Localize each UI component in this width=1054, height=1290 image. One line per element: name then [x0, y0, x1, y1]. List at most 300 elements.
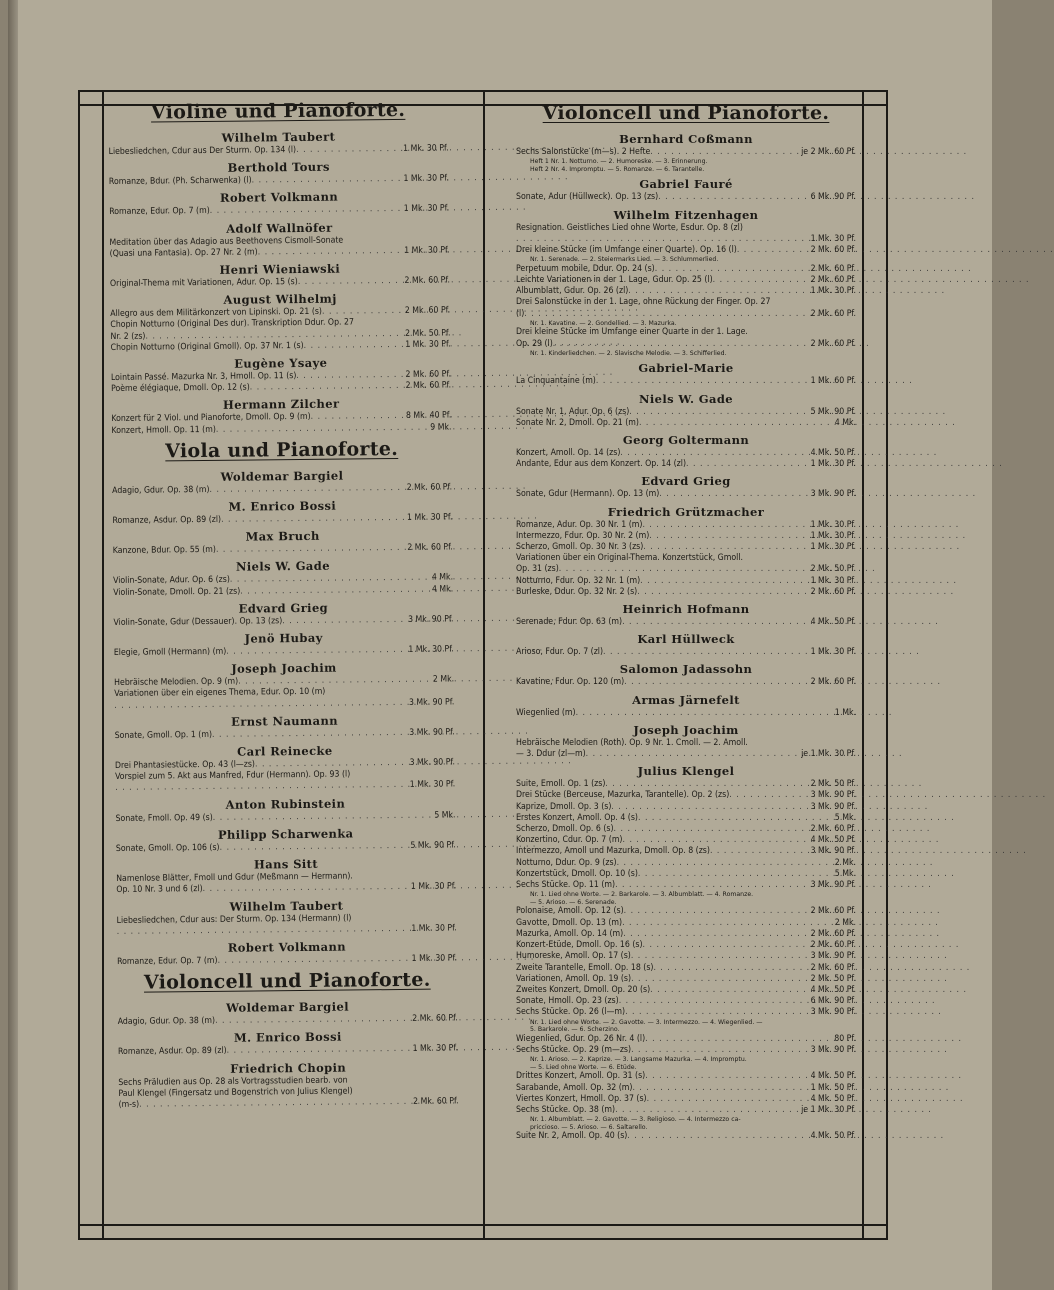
entry-title: Andante, Edur aus dem Konzert. Op. 14 (zl) — [516, 459, 687, 470]
catalog-entry — [516, 553, 856, 564]
entry-price: 1 Mk. 30 Pf. — [810, 233, 856, 244]
composer-name: Joseph Joachim — [231, 660, 337, 677]
entry-price: 4 Mk. 50 Pf. — [810, 984, 856, 995]
entry-title: Violin-Sonate, Adur. Op. 6 (zs) — [113, 575, 230, 587]
entry-title: Resignation. Geistliches Lied ohne Worte, Esdur. Op. 8 (zl) — [516, 222, 743, 233]
dot-leader — [647, 1094, 809, 1105]
entry-title: Lointain Passé. Mazurka Nr. 3, Hmoll. Op. 11 (s) — [110, 371, 297, 384]
contents-note: — 5. Lied ohne Worte. — 6. Etüde. — [530, 1063, 637, 1071]
entry-price: 2 Mk. 60 Pf. — [404, 305, 451, 317]
entry-price: 6 Mk. 90 Pf. — [810, 192, 856, 203]
composer-name: Gabriel-Marie — [638, 361, 734, 376]
dot-leader — [631, 974, 809, 985]
catalog-entry — [516, 790, 856, 801]
entry-price: 2 Mk. — [834, 917, 856, 928]
contents-note: Nr. 1. Albumblatt. — 2. Gavotte. — 3. Religioso. — 4. Intermezzo ca- — [530, 1116, 741, 1124]
entry-title: Meditation über das Adagio aus Beethovens Cismoll-Sonate — [109, 235, 344, 248]
dot-leader — [611, 802, 808, 813]
catalog-entry — [111, 339, 451, 354]
catalog-entry — [516, 929, 856, 940]
catalog-entry — [516, 309, 856, 320]
entry-price: 2 Mk. 60 Pf. — [404, 275, 450, 286]
entry-price: 1 Mk. 30 Pf. — [411, 923, 457, 934]
entry-price: 2 Mk. 60 Pf. — [810, 263, 856, 274]
catalog-entry — [516, 448, 856, 459]
contents-note: priccioso. — 5. Arioso. — 6. Saltarello. — [530, 1123, 648, 1131]
catalog-entry — [516, 802, 856, 813]
catalog-entry — [516, 869, 856, 880]
entry-title: Albumblatt, Gdur. Op. 26 (zl) — [516, 286, 629, 297]
entry-title: Burleske, Ddur. Op. 32 Nr. 2 (s) — [516, 586, 638, 597]
dot-leader — [710, 846, 809, 857]
entry-title: Sechs Präludien aus Op. 28 als Vortragsstudien bearb. von — [118, 1075, 348, 1088]
catalog-entry — [516, 245, 856, 256]
dot-leader — [653, 963, 808, 974]
composer-name: Bernhard Coßmann — [619, 132, 753, 146]
dot-leader — [622, 835, 808, 846]
catalog-entry — [516, 407, 856, 418]
entry-price: 2 Mk. 60 Pf. — [810, 586, 856, 597]
dot-leader — [252, 174, 402, 187]
entry-price: 1 Mk. 30 Pf. — [810, 575, 856, 586]
catalog-entry — [516, 297, 856, 308]
entry-price: 1 Mk. — [834, 707, 856, 718]
dot-leader — [221, 513, 405, 526]
dot-leader — [215, 1014, 410, 1027]
composer-name: Philipp Scharwenka — [217, 826, 354, 842]
composer-name: Karl Hüllweck — [637, 632, 735, 647]
entry-title: Gavotte, Dmoll. Op. 13 (m) — [516, 917, 623, 928]
entry-price: 2 Mk. 60 Pf. — [412, 1013, 458, 1024]
composer-name: Gabriel Fauré — [639, 177, 733, 192]
catalog-entry — [115, 727, 455, 742]
dot-leader — [210, 204, 402, 217]
catalog-entry — [516, 974, 856, 985]
contents-note: Nr. 1. Serenade. — 2. Steiermarks Lied. — 3. Schlummerlied. — [530, 256, 719, 264]
composer-name: M. Enrico Bossi — [233, 1029, 342, 1046]
dot-leader — [713, 275, 809, 286]
entry-title: Romanze, Edur. Op. 7 (m) — [109, 206, 210, 218]
catalog-entry — [516, 906, 856, 917]
entry-price: 1 Mk. 30 Pf. — [404, 245, 450, 256]
dot-leader — [624, 906, 809, 917]
dot-leader — [638, 813, 833, 824]
catalog-entry — [516, 1034, 856, 1045]
entry-price: 3 Mk. 90 Pf. — [810, 790, 856, 801]
dot-leader — [625, 1007, 809, 1018]
catalog-entry — [516, 223, 856, 234]
entry-price: 6 Mk. 90 Pf. — [810, 996, 856, 1007]
entry-title: Drei Phantasiestücke. Op. 43 (l—zs) — [114, 759, 256, 772]
entry-title: Drei Salonstücke in der 1. Lage, ohne Rückung der Finger. Op. 27 — [516, 297, 771, 308]
dot-leader — [553, 339, 809, 350]
dot-leader — [628, 286, 808, 297]
entry-price: 1 Mk. 30 Pf. — [810, 647, 856, 658]
dot-leader — [659, 489, 808, 500]
entry-title: Sonate, Adur (Hüllweck). Op. 13 (zs) — [516, 192, 659, 203]
entry-title: Romanze, Asdur. Op. 89 (zl) — [117, 1046, 227, 1058]
catalog-entry — [116, 840, 456, 855]
dot-leader — [596, 376, 809, 387]
composer-name: Julius Klengel — [637, 764, 735, 779]
catalog-entry — [516, 779, 856, 790]
catalog-entry — [118, 1044, 458, 1059]
entry-title: Konzertstück, Dmoll. Op. 10 (s) — [516, 868, 638, 879]
column-divider — [483, 92, 485, 1238]
entry-price: 4 Mk. 50 Pf. — [810, 835, 856, 846]
entry-price: 2 Mk. 60 Pf. — [810, 928, 856, 939]
entry-title: Konzertino, Cdur. Op. 7 (m) — [516, 835, 623, 846]
entry-price: 4 Mk. — [834, 417, 856, 428]
entry-title: Sechs Stücke. Op. 29 (m—zs) — [516, 1044, 632, 1055]
catalog-entry — [110, 245, 450, 260]
entry-title: Kanzone, Bdur. Op. 55 (m) — [112, 545, 216, 557]
composer-name: Ernst Naumann — [231, 713, 339, 729]
catalog-entry — [516, 996, 856, 1007]
entry-price: 3 Mk. 90 Pf. — [810, 801, 856, 812]
entry-price: 5 Mk. — [834, 812, 856, 823]
catalog-entry — [516, 858, 856, 869]
catalog-entry — [516, 617, 856, 628]
contents-note: Heft 2 Nr. 4. Impromptu. — 5. Romanze. — 6. Tarantelle. — [530, 165, 705, 173]
entry-price: 2 Mk. 60 Pf. — [413, 1096, 459, 1107]
contents-note: Nr. 1. Lied ohne Worte. — 2. Gavotte. — 3. Intermezzo. — 4. Wiegenlied. — — [530, 1018, 763, 1026]
entry-title: Adagio, Gdur. Op. 38 (m) — [112, 484, 210, 496]
section-title: Violine und Pianoforte. — [150, 98, 406, 124]
dot-leader — [220, 841, 409, 854]
entry-price: 1 Mk. 30 Pf. — [411, 953, 458, 964]
entry-title: Namenlose Blätter, Fmoll und Gdur (Meßmann — Hermann). — [116, 871, 353, 885]
entry-price: 3 Mk. 90 Pf. — [810, 880, 856, 891]
dot-leader — [226, 645, 406, 658]
dot-leader — [729, 790, 808, 801]
entry-price: 1 Mk. 30 Pf. — [810, 459, 856, 470]
catalog-entry — [109, 204, 449, 219]
dot-leader — [638, 869, 833, 880]
composer-name: Robert Volkmann — [219, 190, 339, 206]
entry-price: 2 Mk. 60 Pf. — [810, 824, 856, 835]
entry-title: Sarabande, Amoll. Op. 32 (m) — [516, 1082, 633, 1093]
dot-leader — [586, 749, 799, 760]
entry-title: Sechs Salonstücke (m—s). 2 Hefte — [516, 147, 651, 157]
catalog-entry — [516, 1094, 856, 1105]
dot-leader — [632, 1083, 808, 1094]
dot-leader — [645, 1034, 832, 1045]
entry-title: Romanze, Bdur. (Ph. Scharwenka) (l) — [108, 175, 252, 188]
entry-title: Sonate, Fmoll. Op. 49 (s) — [115, 812, 213, 824]
entry-price: 2 Mk. — [834, 857, 856, 868]
dot-leader — [640, 576, 808, 587]
dot-leader — [218, 954, 410, 967]
entry-price: 3 Mk. 90 Pf. — [810, 1007, 856, 1018]
entry-title: Sonate Nr. 2, Dmoll. Op. 21 (m) — [516, 417, 639, 428]
catalog-entry — [516, 749, 856, 760]
catalog-entry — [516, 339, 856, 350]
entry-price: 2 Mk. 60 Pf. — [407, 542, 453, 554]
dot-leader — [238, 675, 431, 688]
catalog-entry — [112, 482, 452, 497]
entry-title: Suite Nr. 2, Amoll. Op. 40 (s) — [516, 1131, 628, 1142]
entry-title: Humoreske, Amoll. Op. 17 (s) — [516, 951, 631, 962]
composer-name: Eugène Ysaye — [234, 355, 328, 371]
entry-price: 5 Mk. 90 Pf. — [810, 406, 856, 417]
catalog-entry — [114, 644, 454, 659]
contents-note: Heft 1 Nr. 1. Notturno. — 2. Humoreske. — 3. Erinnerung. — [530, 158, 708, 166]
entry-title: Viertes Konzert, Hmoll. Op. 37 (s) — [516, 1093, 647, 1104]
entry-title: Zweite Tarantelle, Emoll. Op. 18 (s) — [516, 962, 654, 973]
entry-title: Wiegenlied (m) — [516, 707, 576, 718]
dot-leader — [282, 615, 406, 627]
catalog-entry — [112, 512, 452, 527]
entry-title: Variationen über ein Original-Thema. Konzertstück, Gmoll. — [516, 553, 743, 564]
entry-title: Romanze, Edur. Op. 7 (m) — [116, 955, 218, 967]
dot-leader — [658, 192, 808, 203]
catalog-entry — [113, 543, 453, 558]
entry-price: 2 Mk. 60 Pf. — [406, 482, 453, 493]
dot-leader — [304, 340, 404, 352]
dot-leader — [524, 309, 808, 320]
entry-price: 2 Mk. 60 Pf. — [810, 245, 856, 255]
composer-name: Max Bruch — [245, 529, 320, 544]
entry-title: Chopin Notturno (Original Des dur). Transkription Ddur. Op. 27 — [110, 317, 354, 331]
right-column — [516, 98, 856, 1228]
entry-title: Serenade, Fdur. Op. 63 (m) — [516, 617, 623, 628]
dot-leader — [650, 147, 799, 158]
entry-title: Wiegenlied, Gdur. Op. 26 Nr. 4 (l) — [516, 1033, 646, 1044]
entry-title: Mazurka, Amoll. Op. 14 (m) — [516, 928, 624, 939]
catalog-entry — [516, 531, 856, 542]
composer-name: Heinrich Hofmann — [622, 602, 750, 617]
entry-price: 2 Mk. 50 Pf. — [810, 973, 856, 984]
catalog-entry — [118, 1013, 458, 1028]
dot-leader — [603, 647, 809, 658]
page-spine — [8, 0, 18, 1290]
entry-title: (l) — [516, 308, 525, 319]
entry-title: — 3. Ddur (zl—m) — [516, 749, 586, 760]
catalog-entry — [115, 810, 455, 825]
dot-leader — [213, 810, 433, 824]
entry-title: Drei kleine Stücke (im Umfange einer Quarte). Op. 16 (l) — [516, 245, 737, 255]
entry-price: 2 Mk. 50 Pf. — [405, 328, 451, 339]
dot-leader — [643, 542, 808, 553]
catalog-entry — [516, 520, 856, 531]
entry-title: Kavatine, Fdur. Op. 120 (m) — [516, 677, 625, 688]
composer-name: Edvard Grieg — [641, 474, 731, 489]
entry-price: 4 Mk. — [431, 584, 454, 595]
entry-price: 8 Mk. 40 Pf. — [405, 410, 452, 422]
entry-title: Sonate Nr. 1, Adur. Op. 6 (zs) — [516, 406, 630, 417]
composer-name: Woldemar Bargiel — [226, 999, 349, 1015]
catalog-entry — [516, 587, 856, 598]
catalog-entry — [516, 963, 856, 974]
entry-price: 2 Mk. 60 Pf. — [810, 962, 856, 973]
composer-name: Friedrich Chopin — [230, 1060, 347, 1076]
entry-price: 5 Mk. — [434, 810, 456, 821]
section-title: Violoncell und Pianoforte. — [143, 968, 431, 994]
entry-title: Scherzo, Gmoll. Op. 30 Nr. 3 (zs) — [516, 542, 644, 553]
entry-title: La Cinquantaine (m) — [516, 376, 596, 387]
composer-name: Georg Goltermann — [622, 433, 750, 448]
catalog-entry — [115, 780, 455, 795]
entry-price: 3 Mk. 90 Pf. — [810, 951, 856, 962]
entry-price: 3 Mk. 90 Pf. — [408, 697, 455, 708]
contents-note: Nr. 1. Kinderliedchen. — 2. Slavische Melodie. — 3. Schifferlied. — [530, 349, 727, 357]
catalog-entry — [516, 738, 856, 749]
dot-leader — [227, 1044, 411, 1057]
entry-price: 3 Mk. 90 Pf. — [810, 846, 856, 857]
catalog-entry — [516, 940, 856, 951]
entry-title: Konzert-Etüde, Dmoll. Op. 16 (s) — [516, 940, 643, 951]
entry-title: Leichte Variationen in der 1. Lage, Gdur. Op. 25 (l) — [516, 275, 713, 285]
entry-price: 1 Mk. 30 Pf. — [406, 512, 453, 523]
entry-price: 2 Mk. 50 Pf. — [810, 564, 856, 575]
dot-leader — [624, 677, 808, 688]
dot-leader — [216, 422, 429, 435]
entry-price: 3 Mk. 90 Pf. — [409, 757, 456, 768]
entry-title: Liebesliedchen, Cdur aus: Der Sturm. Op. 134 (Hermann) (l) — [116, 912, 352, 926]
section-title: Viola und Pianoforte. — [165, 437, 399, 463]
composer-name: Edvard Grieg — [238, 600, 329, 616]
dot-leader — [216, 543, 405, 556]
catalog-entry — [113, 614, 453, 629]
entry-price: 1 Mk. 50 Pf. — [810, 1082, 856, 1093]
catalog-entry — [516, 286, 856, 297]
dot-leader — [615, 880, 809, 891]
dot-leader — [686, 459, 809, 470]
catalog-entry — [516, 951, 856, 962]
dot-leader — [631, 951, 809, 962]
catalog-entry — [111, 422, 451, 437]
entry-price: 1 Mk. 60 Pf. — [810, 376, 856, 387]
entry-title: Konzert für 2 Viol. und Pianoforte, Dmoll. Op. 9 (m) — [111, 412, 311, 425]
entry-price: 4 Mk. 50 Pf. — [810, 448, 856, 459]
catalog-entry — [516, 647, 856, 658]
dot-leader — [559, 564, 809, 575]
dot-leader — [212, 728, 407, 741]
left-column — [108, 94, 460, 1227]
entry-title: Violin-Sonate, Gdur (Dessauer). Op. 13 (zs) — [113, 616, 283, 628]
dot-leader — [255, 758, 408, 771]
entry-price: 1 Mk. 30 Pf. — [412, 1043, 459, 1055]
entry-title: Suite, Emoll. Op. 1 (zs) — [516, 779, 606, 790]
composer-name: Wilhelm Taubert — [221, 129, 336, 145]
dot-leader — [642, 520, 808, 531]
composer-name: Berthold Tours — [227, 159, 330, 175]
entry-price: 5 Mk. — [834, 868, 856, 879]
entry-price: 1 Mk. 30 Pf. — [810, 519, 856, 530]
dot-leader — [296, 144, 401, 156]
dot-leader — [637, 587, 808, 598]
dot-leader — [629, 407, 808, 418]
entry-title: Sonate, Gmoll. Op. 1 (m) — [114, 729, 213, 741]
entry-title: Erstes Konzert, Amoll. Op. 4 (s) — [516, 812, 638, 823]
entry-title: Arioso, Fdur. Op. 7 (zl) — [516, 647, 604, 658]
entry-title: Sonate, Gmoll. Op. 106 (s) — [115, 842, 220, 854]
entry-price: 1 Mk. 30 Pf. — [810, 530, 856, 541]
entry-title: Adagio, Gdur. Op. 38 (m) — [117, 1016, 216, 1028]
catalog-entry — [118, 1096, 458, 1111]
composer-name: August Wilhelmj — [223, 291, 337, 308]
contents-note: Nr. 1. Lied ohne Worte. — 2. Barkarole. — 3. Albumblatt. — 4. Romanze. — [530, 891, 754, 899]
dot-leader — [605, 779, 808, 790]
dot-leader — [631, 1045, 809, 1056]
entry-title: Romanze, Asdur. Op. 89 (zl) — [112, 514, 222, 527]
entry-title: Intermezzo, Fdur. Op. 30 Nr. 2 (m) — [516, 530, 650, 541]
contents-note: Nr. 1. Kavatine. — 2. Gondellied. — 3. Mazurka. — [530, 319, 677, 327]
catalog-entry — [516, 576, 856, 587]
entry-price: 4 Mk. 50 Pf. — [810, 1131, 856, 1142]
dot-leader — [650, 985, 808, 996]
catalog-entry — [516, 985, 856, 996]
entry-price: 2 Mk. 60 Pf. — [405, 380, 452, 392]
dot-leader — [619, 996, 809, 1007]
entry-price: 3 Mk. 90 Pf. — [409, 727, 455, 738]
dot-leader — [622, 617, 808, 628]
entry-title: Variationen, Amoll. Op. 19 (s) — [516, 973, 632, 984]
contents-note: Nr. 1. Arioso. — 2. Kaprize. — 3. Langsame Mazurka. — 4. Impromptu. — [530, 1056, 747, 1064]
catalog-entry — [117, 923, 457, 938]
entry-price: 1 Mk. 30 Pf. — [409, 779, 456, 791]
composer-name: Woldemar Bargiel — [220, 468, 344, 484]
catalog-entry — [516, 1083, 856, 1094]
entry-title: Liebesliedchen, Cdur aus Der Sturm. Op. 134 (l) — [108, 145, 297, 157]
dot-leader — [649, 531, 808, 542]
catalog-entry — [114, 697, 454, 712]
entry-title: Notturno, Ddur. Op. 9 (zs) — [516, 857, 617, 868]
entry-price: 2 Mk. 60 Pf. — [405, 369, 451, 380]
entry-price: 1 Mk. 30 Pf. — [403, 143, 449, 154]
entry-title: Drei kleine Stücke im Umfange einer Quarte in der 1. Lage. — [516, 327, 748, 338]
catalog-entry — [516, 234, 856, 245]
composer-name: Wilhelm Fitzenhagen — [613, 207, 759, 222]
dot-leader — [622, 918, 833, 929]
entry-price: 1 Mk. 30 Pf. — [410, 881, 457, 893]
catalog-entry — [516, 542, 856, 553]
section-title: Violoncell und Pianoforte. — [542, 102, 830, 124]
catalog-entry — [516, 813, 856, 824]
composer-name: Friedrich Grützmacher — [607, 504, 765, 519]
composer-name: Armas Järnefelt — [632, 692, 740, 707]
entry-price: 80 Pf. — [834, 1033, 856, 1044]
entry-price: 1 Mk. 30 Pf. — [405, 339, 451, 350]
composer-name: Wilhelm Taubert — [229, 898, 344, 914]
dot-leader — [209, 483, 404, 496]
dot-leader — [115, 780, 408, 794]
entry-title: Paul Klengel (Fingersatz und Bogenstrich von Julius Klengel) — [118, 1086, 353, 1099]
entry-title: Nr. 2 (zs) — [110, 331, 146, 342]
catalog-entry — [113, 584, 453, 599]
dot-leader — [250, 381, 404, 394]
catalog-entry — [516, 1105, 856, 1116]
composer-name: Joseph Joachim — [633, 722, 739, 737]
catalog-entry — [111, 381, 451, 396]
entry-title: (m-s) — [118, 1099, 140, 1110]
dot-leader — [737, 245, 809, 256]
dot-leader — [620, 448, 808, 459]
entry-price: 3 Mk. 90 Pf. — [810, 1044, 856, 1055]
composer-name: Niels W. Gade — [235, 559, 330, 575]
entry-price: 1 Mk. 30 Pf. — [408, 644, 454, 655]
catalog-entry — [516, 147, 856, 158]
entry-price: 2 Mk. 60 Pf. — [810, 275, 856, 285]
entry-price: 2 Mk. 60 Pf. — [810, 906, 856, 917]
dot-leader — [615, 1105, 799, 1116]
entry-title: Scherzo, Dmoll. Op. 6 (s) — [516, 824, 614, 835]
composer-name: Henri Wieniawski — [219, 261, 341, 277]
entry-price: 4 Mk. 50 Pf. — [810, 1093, 856, 1104]
dot-leader — [114, 698, 407, 712]
entry-price: 2 Mk. 60 Pf. — [810, 308, 856, 319]
